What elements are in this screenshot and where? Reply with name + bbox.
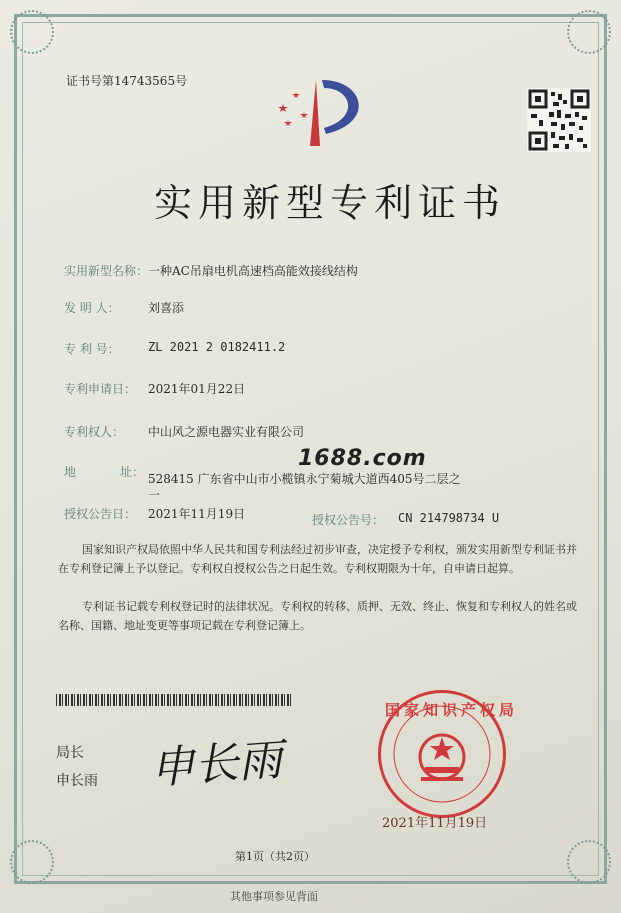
watermark-text: 1688.com <box>298 446 427 471</box>
address-label-start: 地 <box>64 465 77 479</box>
address-value: 528415 广东省中山市小榄镇永宁菊城大道西405号二层之 <box>148 472 461 486</box>
handwritten-signature: 申长雨 <box>148 734 284 795</box>
certificate-title: 实用新型专利证书 <box>154 181 507 225</box>
signatory-name: 申长雨 <box>56 773 98 789</box>
grant-date-label: 授权公告日： <box>64 507 137 521</box>
patent-number-value: ZL 2021 2 0182411.2 <box>148 340 286 354</box>
corner-ornament <box>10 10 54 54</box>
filing-date-value: 2021年01月22日 <box>148 382 246 396</box>
design-name-value: 一种AC吊扇电机高速档高能效接线结构 <box>148 264 358 278</box>
certificate-number: 证书号第14743565号 <box>66 74 188 88</box>
grant-statement-paragraph: 国家知识产权局依照中华人民共和国专利法经过初步审查，决定授予专利权，颁发实用新型专利证书并在专利登记簿上予以登记。专利权自授权公告之日起生效。专利权期限为十年，自申请日起算。 <box>58 543 577 575</box>
filing-date-label: 专利申请日： <box>64 382 137 396</box>
corner-ornament <box>567 840 611 884</box>
page-indicator: 第1页（共2页） <box>235 850 315 863</box>
signatory-title: 局长 <box>56 745 84 761</box>
corner-ornament <box>567 10 611 54</box>
grant-date-value: 2021年11月19日 <box>148 507 246 521</box>
barcode <box>56 694 292 706</box>
cnipa-logo-icon <box>272 74 382 154</box>
design-name-label: 实用新型名称： <box>64 264 149 278</box>
seal-text: 国家知识产权局 <box>385 701 519 719</box>
official-seal <box>378 690 519 818</box>
grant-number-value: CN 214798734 U <box>398 511 500 525</box>
address-label-end: 址： <box>120 465 145 479</box>
legal-status-paragraph: 专利证书记载专利权登记时的法律状况。专利权的转移、质押、无效、终止、恢复和专利权人的姓名或名称、国籍、地址变更等事项记载在专利登记簿上。 <box>58 600 577 632</box>
qr-code-icon <box>527 88 591 152</box>
corner-ornament <box>10 840 54 884</box>
seal-date: 2021年11月19日 <box>382 816 488 831</box>
inventor-value: 刘喜添 <box>148 301 185 315</box>
patent-number-label: 专 利 号： <box>64 342 120 356</box>
address-continuation: 一 <box>148 488 161 502</box>
inventor-label: 发 明 人： <box>64 301 120 315</box>
patentee-label: 专利权人： <box>64 425 125 439</box>
patentee-value: 中山风之源电器实业有限公司 <box>148 425 305 439</box>
footer-note: 其他事项参见背面 <box>230 890 318 903</box>
grant-number-label: 授权公告号： <box>312 513 385 527</box>
